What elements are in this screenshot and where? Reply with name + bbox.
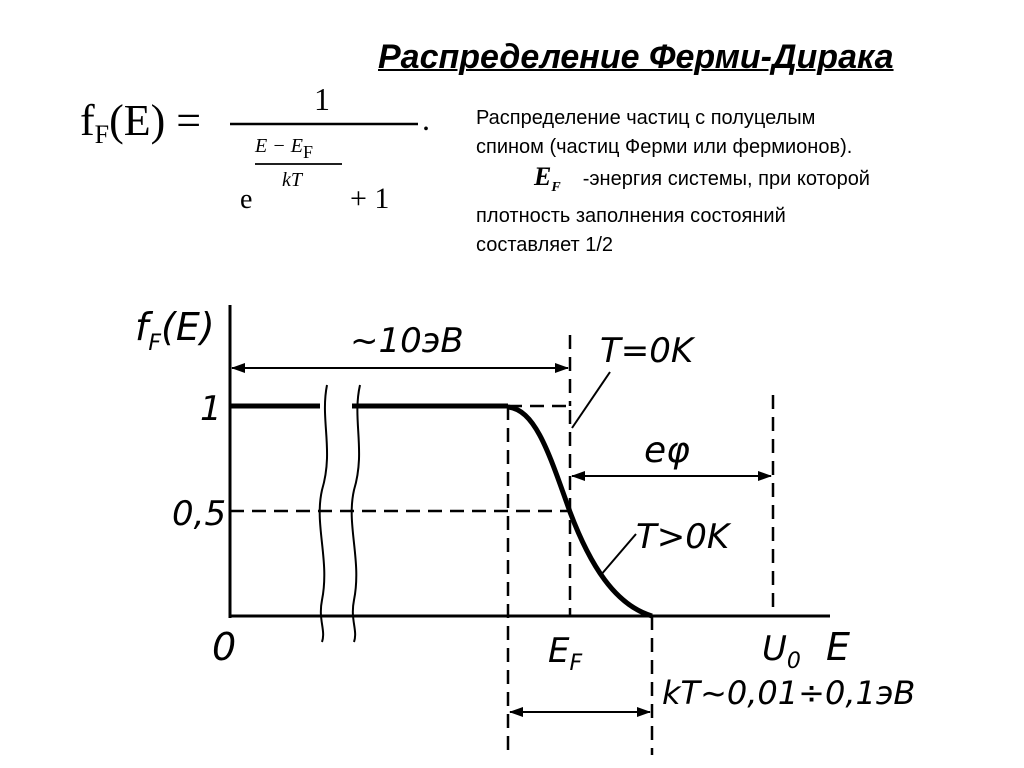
t-positive-label: T>0K [636,517,730,557]
formula-exponent-numerator: E − EF [255,135,313,162]
axis-break-right [352,385,360,642]
fermi-energy-symbol: $E_F$ [534,162,561,196]
formula-numerator: 1 [314,81,330,117]
formula-plus-one: + 1 [350,182,390,215]
width-annotation: ~10эВ [350,321,464,361]
y-axis-label: $f_F(E)$ [135,305,215,356]
formula-period: . [422,101,430,137]
x-axis-label: E [826,625,851,669]
t-zero-leader [572,372,610,428]
y-tick-1: 1 [200,389,222,429]
description-line-1: Распределение частиц с полуцелым [476,107,816,129]
y-tick-0-5: 0,5 [172,494,227,534]
ef-axis-label: $E_F$ [548,631,583,676]
formula-lhs: fF(E) = [80,96,202,149]
u0-axis-label: $U_0$ [762,629,801,674]
description-line-4: плотность заполнения состояний [476,205,786,228]
t-zero-label: T=0K [600,331,694,371]
description-line-5: составляет 1/2 [476,234,614,257]
t-positive-leader [600,534,636,576]
kt-label: kT~0,01÷0,1эВ [662,674,916,712]
description-line-2: спином (частиц Ферми или фермионов). [476,136,853,158]
axis-break-left [320,385,327,642]
formula-exponent-denominator: kT [282,169,302,191]
origin-label: 0 [212,625,237,669]
e-phi-label: eφ [644,430,690,471]
description-line-3: $E_F$ -энергия системы, при которой [476,162,996,202]
slide-title: Распределение Ферми-Дирака [378,38,894,76]
formula-base: e [240,184,253,215]
